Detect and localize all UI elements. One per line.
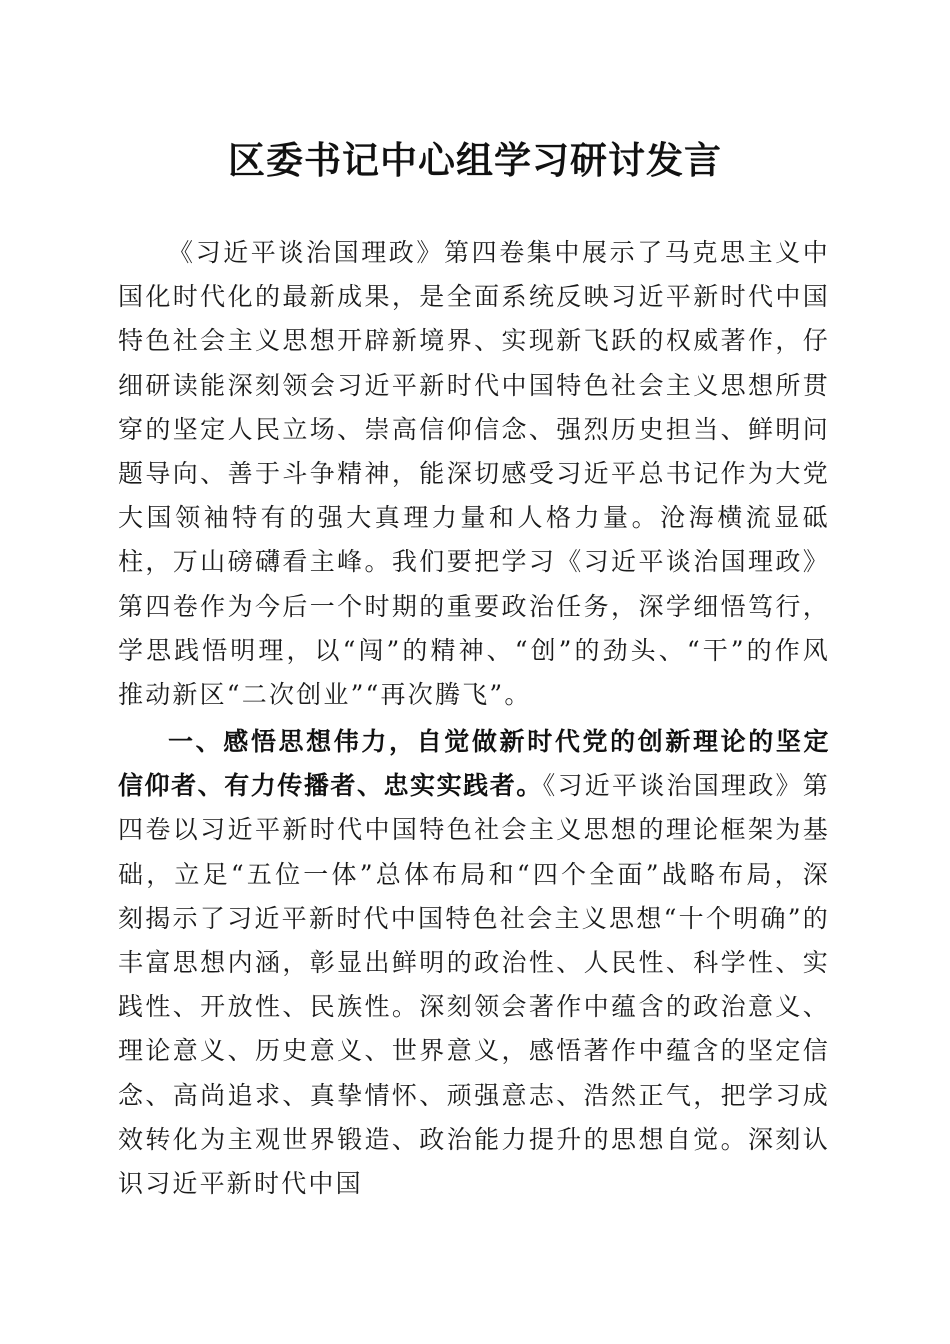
paragraph-text: 《习近平谈治国理政》第四卷集中展示了马克思主义中国化时代化的最新成果，是全面系统反映习近平新时代中国特色社会主义思想开辟新境界、实现新飞跃的权威著作，仔细研读能深刻领会习近平新时代中国特色社会主义思想所贯穿的坚定人民立场、崇高信仰信念、强烈历史担当、鲜明问题导向、善于斗争精神，能深切感受习近平总书记作为大党大国领袖特有的强大真理力量和人格力量。沧海横流显砥柱，万山磅礴看主峰。我们要把学习《习近平谈治国理政》第四卷作为今后一个时期的重要政治任务，深学细悟笃行，学思践悟明理，以“闯”的精神、“创”的劲头、“干”的作风推动新区“二次创业”“再次腾飞”。 bbox=[118, 238, 830, 710]
paragraph-section-one bbox=[118, 720, 830, 1206]
document-title: 区委书记中心组学习研讨发言 bbox=[228, 138, 722, 182]
paragraph-text-with-heading bbox=[118, 720, 830, 1206]
paragraph-intro bbox=[118, 231, 830, 717]
section-heading: 一、感悟思想伟力，自觉做新时代党的创新理论的坚定信仰者、有力传播者、忠实实践者。 bbox=[118, 727, 830, 801]
section-body-text: 《习近平谈治国理政》第四卷以习近平新时代中国特色社会主义思想的理论框架为基础，立足“五位一体”总体布局和“四个全面”战略布局，深刻揭示了习近平新时代中国特色社会主义思想“十个明确”的丰富思想内涵，彰显出鲜明的政治性、人民性、科学性、实践性、开放性、民族性。深刻领会著作中蕴含的政治意义、理论意义、历史意义、世界意义，感悟著作中蕴含的坚定信念、高尚追求、真挚情怀、顽强意志、浩然正气，把学习成效转化为主观世界锻造、政治能力提升的思想自觉。深刻认识习近平新时代中国 bbox=[118, 771, 830, 1199]
